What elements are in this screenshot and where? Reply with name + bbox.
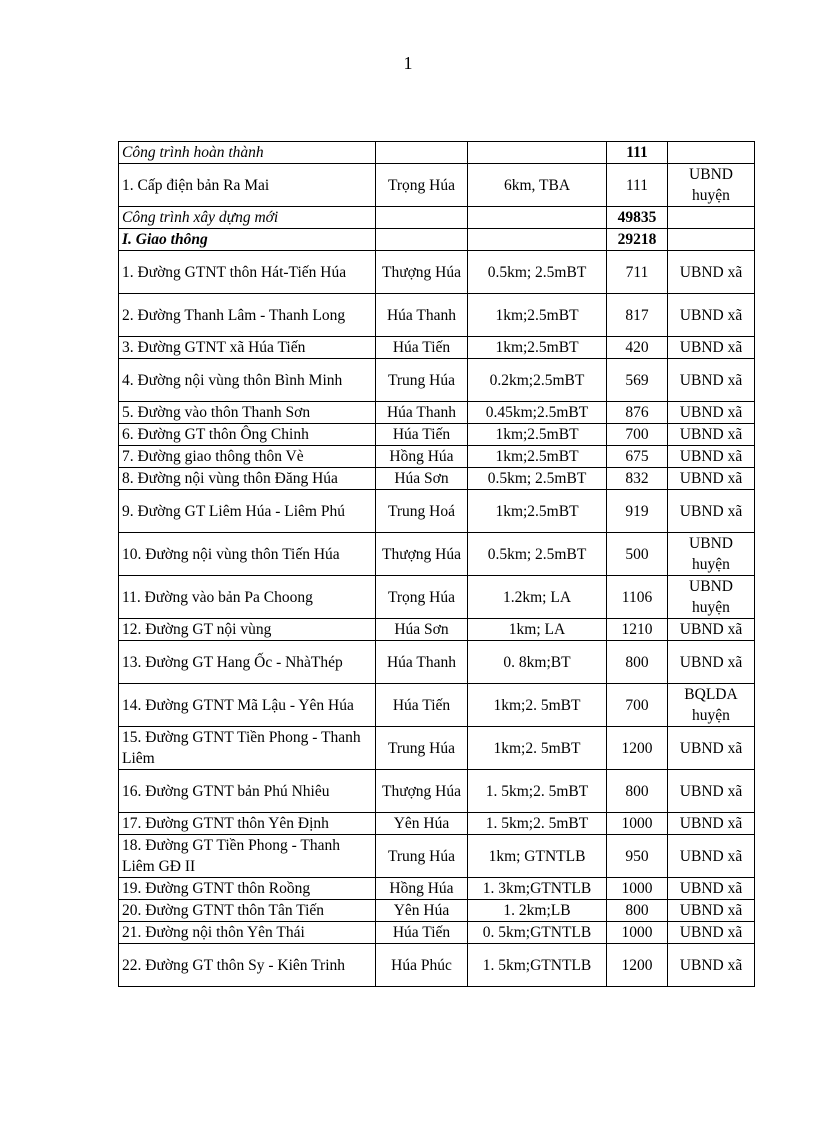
value-cell: 950 <box>607 835 668 878</box>
project-name-cell: 8. Đường nội vùng thôn Đăng Húa <box>119 468 376 490</box>
value-cell: 49835 <box>607 207 668 229</box>
project-name-cell: 21. Đường nội thôn Yên Thái <box>119 922 376 944</box>
value-cell: 29218 <box>607 229 668 251</box>
location-cell: Thượng Húa <box>376 533 468 576</box>
location-cell: Trọng Húa <box>376 576 468 619</box>
project-name-cell: 19. Đường GTNT thôn Roồng <box>119 878 376 900</box>
value-cell: 569 <box>607 359 668 402</box>
project-name-cell: 1. Cấp điện bản Ra Mai <box>119 164 376 207</box>
scale-cell <box>468 229 607 251</box>
value-cell: 1000 <box>607 878 668 900</box>
project-name-cell: 6. Đường GT thôn Ông Chinh <box>119 424 376 446</box>
location-cell: Trọng Húa <box>376 164 468 207</box>
location-cell: Yên Húa <box>376 900 468 922</box>
section-heading-row <box>119 207 755 229</box>
project-name-cell: 13. Đường GT Hang Ốc - NhàThép <box>119 641 376 684</box>
location-cell: Trung Húa <box>376 835 468 878</box>
location-cell <box>376 142 468 164</box>
project-name-cell: 18. Đường GT Tiền Phong - Thanh Liêm GĐ II <box>119 835 376 878</box>
value-cell: 1200 <box>607 944 668 987</box>
location-cell: Húa Thanh <box>376 641 468 684</box>
scale-cell: 1. 3km;GTNTLB <box>468 878 607 900</box>
scale-cell <box>468 207 607 229</box>
value-cell: 800 <box>607 770 668 813</box>
value-cell: 800 <box>607 641 668 684</box>
location-cell <box>376 207 468 229</box>
value-cell: 111 <box>607 142 668 164</box>
owner-cell: UBND huyện <box>668 576 755 619</box>
project-name-cell: 12. Đường GT nội vùng <box>119 619 376 641</box>
value-cell: 111 <box>607 164 668 207</box>
owner-cell: UBND xã <box>668 835 755 878</box>
scale-cell: 1km;2.5mBT <box>468 337 607 359</box>
scale-cell: 1km;2. 5mBT <box>468 684 607 727</box>
owner-cell: UBND xã <box>668 944 755 987</box>
project-name-cell: 22. Đường GT thôn Sy - Kiên Trinh <box>119 944 376 987</box>
table-row <box>119 337 755 359</box>
value-cell: 876 <box>607 402 668 424</box>
value-cell: 919 <box>607 490 668 533</box>
value-cell: 700 <box>607 424 668 446</box>
project-name-cell: 17. Đường GTNT thôn Yên Định <box>119 813 376 835</box>
table-row <box>119 770 755 813</box>
owner-cell: UBND xã <box>668 727 755 770</box>
scale-cell: 1. 5km;2. 5mBT <box>468 770 607 813</box>
table-row <box>119 533 755 576</box>
owner-cell: UBND xã <box>668 424 755 446</box>
scale-cell: 0. 5km;GTNTLB <box>468 922 607 944</box>
value-cell: 800 <box>607 900 668 922</box>
scale-cell: 0.45km;2.5mBT <box>468 402 607 424</box>
scale-cell: 1km;2.5mBT <box>468 446 607 468</box>
scale-cell: 1km;2.5mBT <box>468 424 607 446</box>
value-cell: 1106 <box>607 576 668 619</box>
scale-cell: 1km;2. 5mBT <box>468 727 607 770</box>
location-cell: Trung Húa <box>376 359 468 402</box>
scale-cell: 6km, TBA <box>468 164 607 207</box>
owner-cell: BQLDA huyện <box>668 684 755 727</box>
scale-cell: 1. 5km;GTNTLB <box>468 944 607 987</box>
table-row <box>119 468 755 490</box>
table-row <box>119 446 755 468</box>
owner-cell: UBND xã <box>668 251 755 294</box>
project-table-body <box>119 142 755 987</box>
project-name-cell: 14. Đường GTNT Mã Lậu - Yên Húa <box>119 684 376 727</box>
location-cell: Húa Thanh <box>376 402 468 424</box>
page-number: 1 <box>403 53 413 73</box>
scale-cell: 0. 8km;BT <box>468 641 607 684</box>
project-name-cell: 11. Đường vào bản Pa Choong <box>119 576 376 619</box>
table-row <box>119 402 755 424</box>
owner-cell: UBND xã <box>668 490 755 533</box>
project-name-cell: 4. Đường nội vùng thôn Bình Minh <box>119 359 376 402</box>
scale-cell: 1km;2.5mBT <box>468 294 607 337</box>
location-cell: Húa Tiến <box>376 424 468 446</box>
table-row <box>119 641 755 684</box>
location-cell: Yên Húa <box>376 813 468 835</box>
scale-cell <box>468 142 607 164</box>
project-name-cell: I. Giao thông <box>119 229 376 251</box>
value-cell: 700 <box>607 684 668 727</box>
location-cell: Húa Tiến <box>376 922 468 944</box>
location-cell: Húa Tiến <box>376 684 468 727</box>
owner-cell: UBND huyện <box>668 533 755 576</box>
location-cell: Húa Phúc <box>376 944 468 987</box>
owner-cell <box>668 207 755 229</box>
scale-cell: 1.2km; LA <box>468 576 607 619</box>
project-name-cell: 15. Đường GTNT Tiền Phong - Thanh Liêm <box>119 727 376 770</box>
project-name-cell: 7. Đường giao thông thôn Vè <box>119 446 376 468</box>
table-row <box>119 359 755 402</box>
location-cell: Trung Húa <box>376 727 468 770</box>
table-row <box>119 727 755 770</box>
table-row <box>119 490 755 533</box>
project-name-cell: 5. Đường vào thôn Thanh Sơn <box>119 402 376 424</box>
value-cell: 832 <box>607 468 668 490</box>
value-cell: 1000 <box>607 813 668 835</box>
owner-cell: UBND xã <box>668 813 755 835</box>
table-row <box>119 835 755 878</box>
owner-cell: UBND xã <box>668 641 755 684</box>
section-heading-row <box>119 142 755 164</box>
scale-cell: 1. 2km;LB <box>468 900 607 922</box>
table-row <box>119 294 755 337</box>
value-cell: 1200 <box>607 727 668 770</box>
scale-cell: 0.5km; 2.5mBT <box>468 533 607 576</box>
table-row <box>119 684 755 727</box>
scale-cell: 0.2km;2.5mBT <box>468 359 607 402</box>
table-row <box>119 576 755 619</box>
project-name-cell: 20. Đường GTNT thôn Tân Tiến <box>119 900 376 922</box>
value-cell: 1000 <box>607 922 668 944</box>
table-row <box>119 619 755 641</box>
value-cell: 675 <box>607 446 668 468</box>
value-cell: 500 <box>607 533 668 576</box>
project-name-cell: 1. Đường GTNT thôn Hát-Tiến Húa <box>119 251 376 294</box>
location-cell: Húa Sơn <box>376 468 468 490</box>
owner-cell: UBND xã <box>668 337 755 359</box>
scale-cell: 1km; LA <box>468 619 607 641</box>
owner-cell: UBND xã <box>668 446 755 468</box>
owner-cell: UBND huyện <box>668 164 755 207</box>
project-name-cell: 10. Đường nội vùng thôn Tiến Húa <box>119 533 376 576</box>
scale-cell: 0.5km; 2.5mBT <box>468 251 607 294</box>
scale-cell: 0.5km; 2.5mBT <box>468 468 607 490</box>
project-name-cell: Công trình hoàn thành <box>119 142 376 164</box>
location-cell: Hồng Húa <box>376 878 468 900</box>
table-row <box>119 813 755 835</box>
project-name-cell: 2. Đường Thanh Lâm - Thanh Long <box>119 294 376 337</box>
table-row <box>119 922 755 944</box>
group-heading-row <box>119 229 755 251</box>
table-row <box>119 251 755 294</box>
owner-cell: UBND xã <box>668 878 755 900</box>
location-cell: Húa Tiến <box>376 337 468 359</box>
owner-cell <box>668 229 755 251</box>
table-row <box>119 944 755 987</box>
project-name-cell: 9. Đường GT Liêm Húa - Liêm Phú <box>119 490 376 533</box>
project-name-cell: 3. Đường GTNT xã Húa Tiến <box>119 337 376 359</box>
table-row <box>119 424 755 446</box>
table-row <box>119 900 755 922</box>
project-name-cell: 16. Đường GTNT bản Phú Nhiêu <box>119 770 376 813</box>
table-row <box>119 164 755 207</box>
project-name-cell: Công trình xây dựng mới <box>119 207 376 229</box>
location-cell <box>376 229 468 251</box>
value-cell: 1210 <box>607 619 668 641</box>
owner-cell: UBND xã <box>668 402 755 424</box>
owner-cell: UBND xã <box>668 922 755 944</box>
owner-cell: UBND xã <box>668 900 755 922</box>
location-cell: Thượng Húa <box>376 770 468 813</box>
scale-cell: 1km; GTNTLB <box>468 835 607 878</box>
scale-cell: 1km;2.5mBT <box>468 490 607 533</box>
location-cell: Húa Sơn <box>376 619 468 641</box>
scale-cell: 1. 5km;2. 5mBT <box>468 813 607 835</box>
owner-cell: UBND xã <box>668 468 755 490</box>
owner-cell: UBND xã <box>668 294 755 337</box>
table-row <box>119 878 755 900</box>
value-cell: 817 <box>607 294 668 337</box>
owner-cell: UBND xã <box>668 359 755 402</box>
owner-cell: UBND xã <box>668 619 755 641</box>
value-cell: 711 <box>607 251 668 294</box>
location-cell: Trung Hoá <box>376 490 468 533</box>
project-table <box>118 141 755 987</box>
location-cell: Húa Thanh <box>376 294 468 337</box>
owner-cell <box>668 142 755 164</box>
location-cell: Thượng Húa <box>376 251 468 294</box>
location-cell: Hồng Húa <box>376 446 468 468</box>
value-cell: 420 <box>607 337 668 359</box>
owner-cell: UBND xã <box>668 770 755 813</box>
